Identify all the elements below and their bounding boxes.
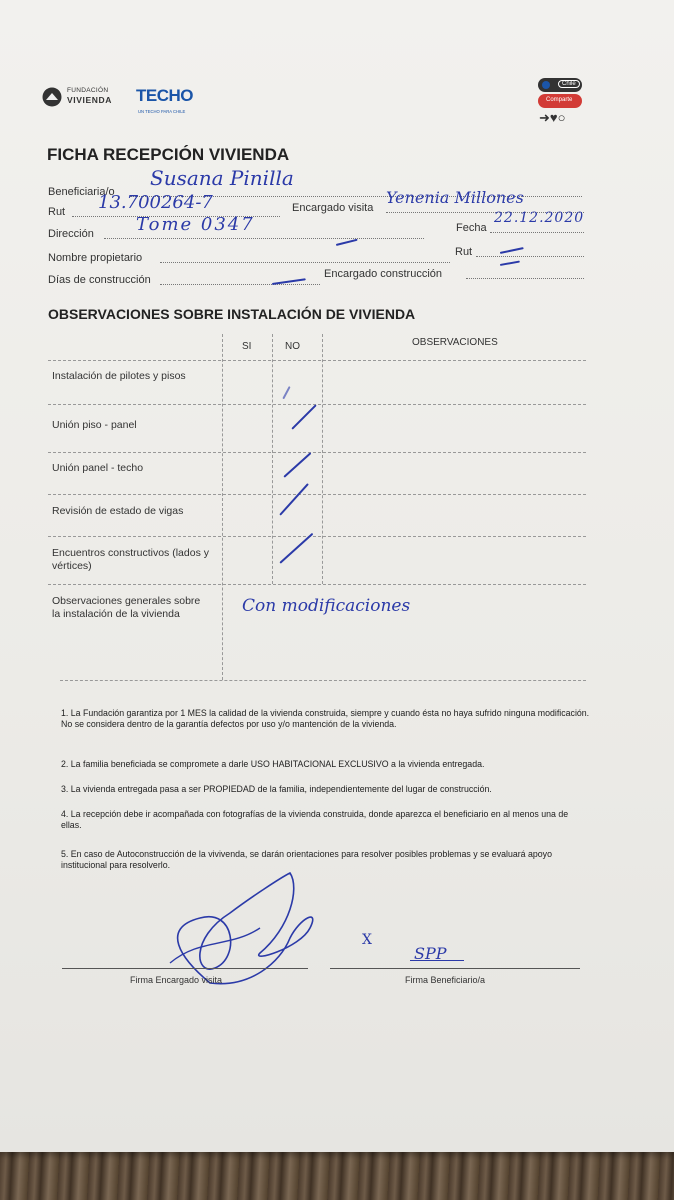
- rut2-line: [476, 256, 584, 257]
- rut-value: 13.700264-7: [98, 192, 213, 213]
- techo-tagline: UN TECHO PARA CHILE: [138, 109, 186, 114]
- table-line-1: [48, 404, 586, 405]
- table-line-3: [48, 494, 586, 495]
- direccion-value: Tome 0347: [136, 214, 255, 235]
- no-check-mark-vigas: [279, 483, 309, 516]
- dias-label: Días de construcción: [48, 274, 151, 286]
- encargado-construccion-line: [466, 278, 584, 279]
- col-si-header: SI: [242, 341, 252, 352]
- nombre-propietario-label: Nombre propietario: [48, 252, 143, 264]
- beneficiario-initials: SPP: [414, 944, 447, 963]
- techo-logo: [136, 86, 206, 120]
- col-no-header: NO: [285, 341, 300, 352]
- note-4: 4. La recepción debe ir acompañada con fotografías de la vivienda construida, donde aparezca el beneficiario en al menos una de ellas.: [61, 809, 569, 830]
- techo-wordmark: TECHO: [136, 86, 193, 105]
- fecha-label: Fecha: [456, 222, 487, 234]
- row-label-panel-techo: Unión panel - techo: [52, 462, 144, 474]
- fecha-value: 22.12.2020: [494, 210, 585, 226]
- table-line-0: [48, 360, 586, 361]
- row-label-vigas: Revisión de estado de vigas: [52, 505, 184, 517]
- no-check-mark-panel-techo: [283, 452, 311, 478]
- chile-comparte-badge: [536, 78, 586, 128]
- signature-line-right: [330, 968, 580, 969]
- note-5: 5. En caso de Autoconstrucción de la vivivenda, se darán orientaciones para resolver posibles problemas y se evaluará apoyo institucional para resolverlo.: [61, 849, 552, 870]
- fundacion-logo: [42, 86, 132, 108]
- badge-mid-pill: [538, 94, 582, 108]
- no-check-mark-encuentros: [279, 533, 313, 564]
- table-line-2: [48, 452, 586, 453]
- rut2-dash: [500, 247, 524, 254]
- heart-icon: ♥: [549, 110, 558, 125]
- signature-label-right: Firma Beneficiario/a: [405, 975, 486, 985]
- encargado-visita-label: Encargado visita: [292, 202, 374, 214]
- page-title: FICHA RECEPCIÓN VIVIENDA: [47, 145, 290, 164]
- note-3: 3. La vivienda entregada pasa a ser PROPIEDAD de la familia, independientemente del lugar de construcción.: [61, 784, 492, 794]
- no-check-mark-pilotes: [282, 386, 290, 399]
- badge-top-pill: [538, 78, 582, 92]
- table-line-6: [60, 680, 586, 681]
- arrow-icon: ➜: [539, 110, 550, 125]
- row-label-encuentros: Encuentros constructivos (lados y vértices): [52, 547, 209, 572]
- beneficiario-mark: X: [362, 932, 372, 948]
- rut-label: Rut: [48, 206, 66, 218]
- signature-line-left: [62, 968, 308, 969]
- fundacion-line1: FUNDACIÓN: [67, 87, 109, 94]
- fecha-line: [490, 232, 584, 233]
- beneficiaria-value: Susana Pinilla: [150, 166, 294, 190]
- encargado-visita-value: Yenenia Millones: [386, 188, 524, 207]
- note-1: 1. La Fundación garantiza por 1 MES la calidad de la vivienda construida, siempre y cuando ésta no haya sufrido ninguna modificación. No se considera dentro de la garantía defectos por uso y/o mantención de la vivienda.: [61, 708, 590, 729]
- beneficiario-initials-underline: [410, 960, 464, 961]
- dias-line: [160, 284, 320, 285]
- observaciones-heading: OBSERVACIONES SOBRE INSTALACIÓN DE VIVIENDA: [48, 306, 416, 322]
- signature-label-left: Firma Encargado visita: [130, 975, 223, 985]
- fundacion-line2: VIVIENDA: [67, 95, 112, 105]
- badge-mid-text: Comparte: [546, 97, 573, 103]
- col-obs-header: OBSERVACIONES: [412, 337, 498, 348]
- no-check-mark-piso-panel: [291, 404, 316, 429]
- nombre-propietario-dash: [336, 239, 358, 246]
- badge-top-text: Chile: [558, 80, 580, 88]
- badge-icons: [539, 110, 565, 126]
- table-line-5: [48, 584, 586, 585]
- general-observaciones-label: Observaciones generales sobre la instalación de la vivienda: [52, 595, 201, 620]
- encargado-construccion-label: Encargado construcción: [324, 268, 443, 280]
- direccion-line: [104, 238, 424, 239]
- note-2: 2. La familia beneficiada se compromete a darle USO HABITACIONAL EXCLUSIVO a la vivienda entregada.: [61, 759, 485, 769]
- badge-top-dot: [542, 81, 550, 89]
- table-line-4: [48, 536, 586, 537]
- circle-icon: ○: [557, 110, 566, 125]
- row-label-piso-panel: Unión piso - panel: [52, 419, 137, 431]
- general-observaciones-value: Con modificaciones: [242, 596, 411, 616]
- nombre-propietario-line: [160, 262, 450, 263]
- table-col-divider-3: [322, 334, 323, 584]
- rut2-label: Rut: [455, 246, 473, 258]
- rut2-dash-2: [500, 261, 520, 266]
- beneficiaria-label: Beneficiaria/o: [48, 186, 115, 198]
- direccion-label: Dirección: [48, 228, 94, 240]
- fundacion-emblem-icon: [42, 87, 62, 107]
- table-col-divider-2: [272, 334, 273, 584]
- table-col-divider-1: [222, 334, 223, 680]
- row-label-pilotes: Instalación de pilotes y pisos: [52, 370, 186, 382]
